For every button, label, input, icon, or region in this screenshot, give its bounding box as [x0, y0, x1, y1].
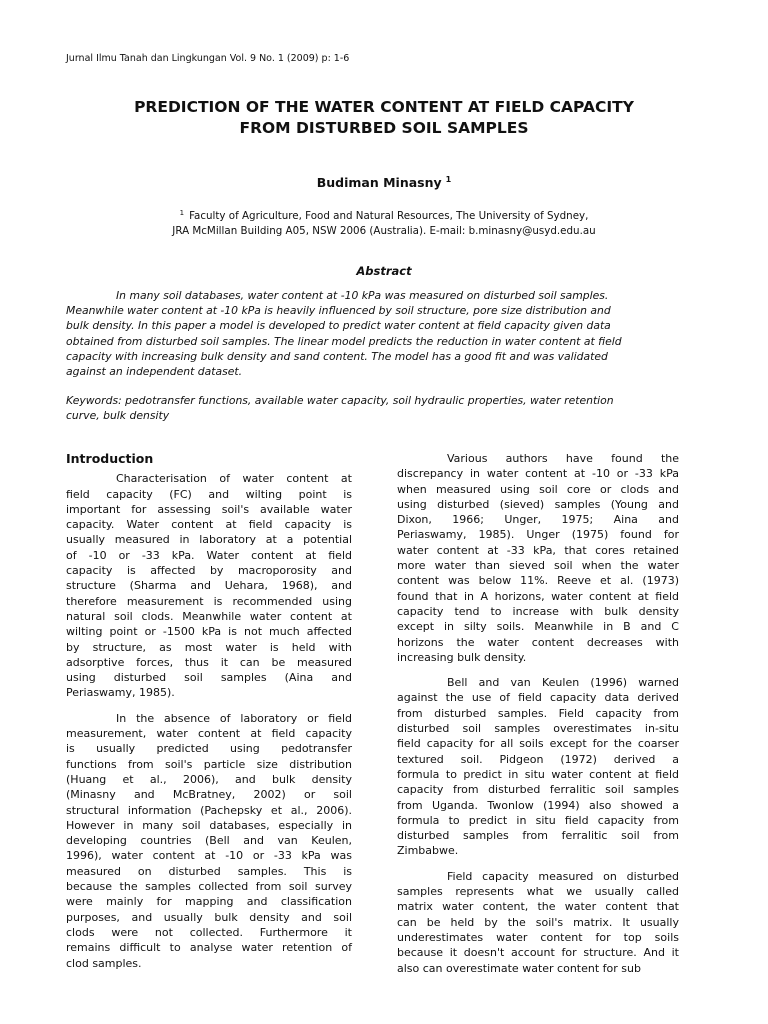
paragraph-line: measurement, water content at field capacity: [66, 727, 352, 741]
right-paragraph: [397, 675, 679, 859]
paragraph-line: clod samples.: [66, 956, 142, 970]
paragraph-line: using disturbed soil samples (Aina and: [66, 671, 352, 685]
paragraph-line: Dixon, 1966; Unger, 1975; Aina and: [397, 513, 679, 527]
paragraph-line: Field capacity measured on disturbed: [447, 869, 679, 883]
paragraph-line: water content at -33 kPa, that cores retained: [397, 543, 679, 557]
right-paragraph: [397, 451, 679, 665]
paragraph-line: samples represents what we usually called: [397, 885, 679, 899]
paragraph-line: horizons the water content decreases with: [397, 635, 679, 649]
paragraph-line: Zimbabwe.: [397, 844, 459, 858]
paragraph-line: (Minasny and McBratney, 2002) or soil: [66, 788, 352, 802]
paragraph-line: against the use of field capacity data derived: [397, 691, 679, 705]
journal-citation: Jurnal Ilmu Tanah dan Lingkungan Vol. 9 No. 1 (2009) p: 1-6: [66, 53, 350, 64]
paragraph-line: using disturbed (sieved) samples (Young and: [397, 497, 679, 511]
paragraph-line: discrepancy in water content at -10 or -33 kPa: [397, 467, 679, 481]
paragraph-line: except in silty soils. Meanwhile in B and C: [397, 620, 679, 634]
paragraph-line: Various authors have found the: [447, 452, 679, 465]
paragraph-line: from Uganda. Twonlow (1994) also showed a: [397, 798, 679, 812]
paragraph-line: important for assessing soil's available water: [66, 502, 352, 516]
affiliation-text: Faculty of Agriculture, Food and Natural Resources, The University of Sydney,: [189, 210, 589, 222]
paragraph-line: Periaswamy, 1985).: [66, 686, 175, 700]
paragraph-line: capacity. Water content at field capacity is: [66, 518, 352, 532]
paragraph-line: more water than sieved soil when the water: [397, 559, 679, 573]
paragraph-line: capacity is affected by macroporosity and: [66, 564, 352, 578]
paragraph-line: (Huang et al., 2006), and bulk density: [66, 772, 352, 786]
paragraph-line: is usually predicted using pedotransfer: [66, 742, 352, 756]
author-name: Budiman Minasny: [316, 175, 442, 190]
paragraph-line: measured on disturbed samples. This is: [66, 864, 352, 878]
paragraph-line: disturbed soil samples overestimates in-situ: [397, 722, 679, 736]
author-line: [0, 175, 768, 190]
paragraph-line: Characterisation of water content at: [116, 472, 352, 486]
paragraph-line: Periaswamy, 1985). Unger (1975) found for: [397, 528, 679, 542]
paragraph-line: textured soil. Pidgeon (1972) derived a: [397, 752, 679, 766]
paragraph-line: content was below 11%. Reeve et al. (1973): [397, 574, 679, 588]
paragraph-line: capacity from disturbed ferralitic soil samples: [397, 783, 679, 797]
paper-title: [0, 97, 768, 139]
right-paragraph: [397, 869, 679, 976]
abstract-line: capacity with increasing bulk density and sand content. The model has a good fit and was validated: [66, 349, 608, 363]
paragraph-line: formula to predict in situ water content at field: [397, 767, 679, 781]
author-affiliation-mark: 1: [445, 175, 452, 184]
paragraph-line: structure (Sharma and Uehara, 1968), and: [66, 579, 352, 593]
paragraph-line: wilting point or -1500 kPa is not much affected: [66, 625, 352, 639]
paragraph-line: remains difficult to analyse water retention of: [66, 941, 352, 955]
paragraph-line: natural soil clods. Meanwhile water content at: [66, 609, 352, 623]
title-line: PREDICTION OF THE WATER CONTENT AT FIELD CAPACITY: [134, 98, 634, 116]
paragraph-line: functions from soil's particle size distribution: [66, 757, 352, 771]
paragraph-line: field capacity for all soils except for the coarser: [397, 737, 679, 751]
paragraph-line: matrix water content, the water content that: [397, 900, 679, 914]
abstract-line: obtained from disturbed soil samples. The linear model predicts the reduction in water content at field: [66, 334, 622, 348]
paragraph-line: disturbed samples from ferralitic soil from: [397, 829, 679, 843]
keywords-line: Keywords: pedotransfer functions, available water capacity, soil hydraulic properties, water retention: [66, 394, 614, 407]
paragraph-line: formula to predict in situ field capacity from: [397, 813, 679, 827]
abstract-line: In many soil databases, water content at -10 kPa was measured on disturbed soil samples.: [116, 289, 609, 302]
paragraph-line: when measured using soil core or clods and: [397, 482, 679, 496]
paragraph-line: because it doesn't account for structure. And it: [397, 946, 679, 960]
left-column: [66, 451, 352, 981]
keywords: [66, 393, 683, 423]
paragraph-line: were mainly for mapping and classification: [66, 895, 352, 909]
paragraph-line: usually measured in laboratory at a potential: [66, 533, 352, 547]
paragraph-line: by structure, as most water is held with: [66, 640, 352, 654]
paragraph-line: therefore measurement is recommended using: [66, 594, 352, 608]
title-line: FROM DISTURBED SOIL SAMPLES: [239, 119, 529, 137]
paragraph-line: Bell and van Keulen (1996) warned: [447, 676, 679, 690]
left-paragraph: [66, 471, 352, 700]
introduction-heading: Introduction: [66, 451, 154, 466]
paragraph-line: field capacity (FC) and wilting point is: [66, 487, 352, 501]
affiliation: [0, 206, 768, 239]
paragraph-line: underestimates water content for top soils: [397, 930, 679, 944]
paragraph-line: In the absence of laboratory or field: [116, 711, 352, 725]
right-column: [397, 451, 679, 986]
affiliation-mark: 1: [179, 209, 185, 217]
paragraph-line: increasing bulk density.: [397, 650, 527, 664]
abstract-body: [66, 288, 683, 379]
abstract-line: bulk density. In this paper a model is developed to predict water content at field capacity given data: [66, 319, 611, 333]
paragraph-line: 1996), water content at -10 or -33 kPa was: [66, 849, 352, 863]
paragraph-line: found that in A horizons, water content at field: [397, 589, 679, 603]
keywords-line: curve, bulk density: [66, 409, 170, 423]
paragraph-line: structural information (Pachepsky et al., 2006).: [66, 803, 352, 817]
paragraph-line: from disturbed samples. Field capacity from: [397, 706, 679, 720]
abstract-line: Meanwhile water content at -10 kPa is heavily influenced by soil structure, pore size distribution and: [66, 304, 611, 318]
affiliation-line: [0, 206, 768, 224]
paragraph-line: developing countries (Bell and van Keulen,: [66, 834, 352, 848]
paragraph-line: because the samples collected from soil survey: [66, 880, 352, 894]
affiliation-line: JRA McMillan Building A05, NSW 2006 (Australia). E-mail: b.minasny@usyd.edu.au: [172, 225, 596, 237]
left-paragraph: [66, 711, 352, 971]
paragraph-line: However in many soil databases, especially in: [66, 818, 352, 832]
paragraph-line: clods were not collected. Furthermore it: [66, 925, 352, 939]
paragraph-line: adsorptive forces, thus it can be measured: [66, 655, 352, 669]
paragraph-line: purposes, and usually bulk density and soil: [66, 910, 352, 924]
paragraph-line: can be held by the soil's matrix. It usually: [397, 915, 679, 929]
abstract-line: against an independent dataset.: [66, 365, 243, 379]
paragraph-line: capacity tend to increase with bulk density: [397, 604, 679, 618]
paragraph-line: of -10 or -33 kPa. Water content at field: [66, 548, 352, 562]
paragraph-line: also can overestimate water content for sub: [397, 961, 641, 975]
abstract-heading: Abstract: [356, 264, 412, 278]
